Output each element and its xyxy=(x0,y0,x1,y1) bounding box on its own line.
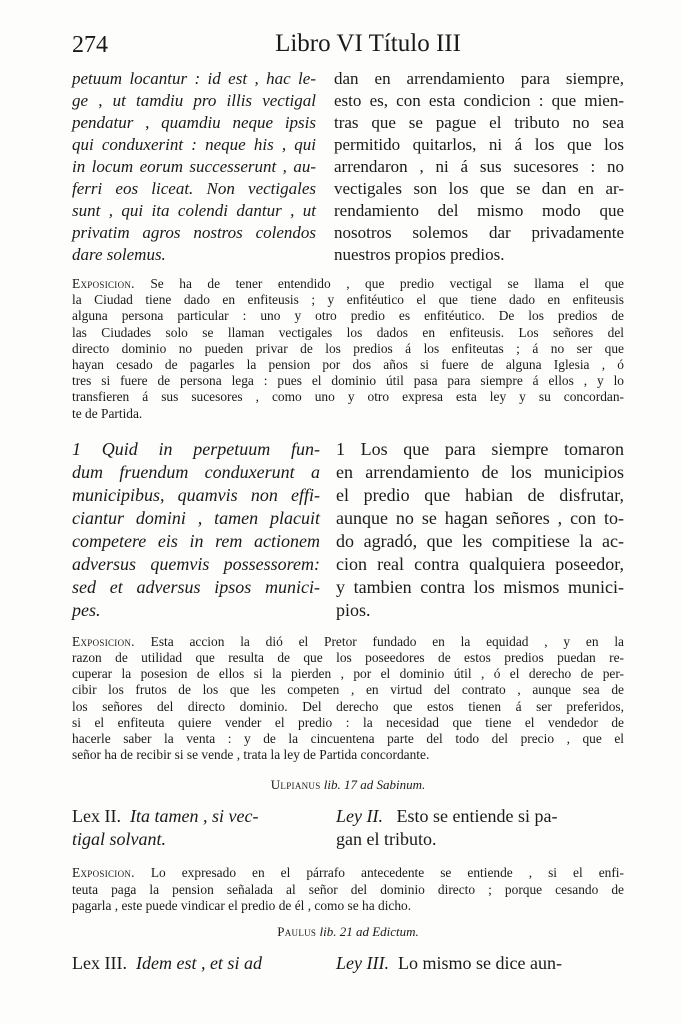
exposicion-line: hacerle saber la venta : y de la cincuentena parte del todo del precio , que el xyxy=(72,731,624,747)
spanish-line: 1 Los que para siempre tomaron xyxy=(336,438,624,459)
exposicion-1 xyxy=(72,276,624,422)
spanish-column xyxy=(336,438,624,622)
ley-text: Esto se entiende si pa- xyxy=(396,806,558,827)
ley-text: gan el tributo. xyxy=(336,829,437,850)
spanish-line: nosotros solemos dar privadamente xyxy=(334,223,624,242)
spanish-line: vectigales son los que se dan en ar- xyxy=(334,179,624,198)
spanish-line: arrendaron , ni á sus sucesores : no xyxy=(334,157,624,176)
latin-line: dare solemus. xyxy=(72,245,166,264)
spanish-line: cion real contra qualquiera poseedor, xyxy=(336,553,624,574)
latin-line: sunt , qui ita colendi dantur , ut xyxy=(72,201,316,220)
lex-2-latin xyxy=(72,805,320,851)
latin-line: qui conduxerint : neque his , qui xyxy=(72,135,316,154)
spanish-line: do agradó, que les compitiese la ac- xyxy=(336,530,624,551)
exposicion-text: Lo expresado en el párrafo antecedente se entiende , si el enfi- xyxy=(134,865,624,881)
spanish-line: dan en arrendamiento para siempre, xyxy=(334,69,624,88)
exposicion-line: la Ciudad tiene dado en enfiteusis ; y enfitéutico el que tiene dado en enfiteusis xyxy=(72,292,624,308)
lex-text: Ita tamen , si vec- xyxy=(129,806,259,827)
exposicion-line: directo dominio no pueden privar de los predios á los enfiteutas ; á no ser que xyxy=(72,340,624,356)
latin-line: competere eis in rem actionem xyxy=(72,530,320,551)
attribution-author: Ulpianus xyxy=(270,777,321,793)
spanish-line: aunque no se hagan señores , con to- xyxy=(336,507,624,528)
latin-column xyxy=(72,438,320,622)
spanish-line: nuestros propios predios. xyxy=(334,245,505,264)
exposicion-line: si el enfiteuta quiere vender el predio : la necesidad que tiene el vendedor de xyxy=(72,714,624,730)
section-2-columns xyxy=(72,438,624,622)
exposicion-line: tres si fuere de persona lega : pues el dominio útil pasa para siempre á ellos , y lo xyxy=(72,373,624,389)
exposicion-line: razon de utilidad que resulta de que los poseedores de estos predios puedan re- xyxy=(72,650,624,666)
latin-column xyxy=(72,68,316,266)
attribution-ref: lib. 21 ad Edictum. xyxy=(319,924,419,940)
spanish-column xyxy=(334,68,624,266)
latin-line: in locum eorum successerunt , au- xyxy=(72,157,316,176)
spanish-line: permitido quitarlos, ni á los que los xyxy=(334,135,624,154)
lex-label: Lex II. xyxy=(72,806,121,827)
spanish-line: y tambien contra los mismos munici- xyxy=(336,576,624,597)
spanish-line: esto es, con esta condicion : que mien- xyxy=(334,91,624,110)
latin-line: dum fruendum conduxerunt a xyxy=(72,461,320,482)
latin-line: municipibus, quamvis non effi- xyxy=(72,484,320,505)
attribution-paulus xyxy=(72,924,624,940)
page-header xyxy=(72,28,624,68)
exposicion-line: transfieren á sus sucesores , como uno y otro expresa esta ley y su concordan- xyxy=(72,389,624,405)
attribution-author: Paulus xyxy=(277,924,317,940)
lex-2-spanish xyxy=(336,805,624,851)
latin-line: adversus quemvis possessorem: xyxy=(72,553,320,574)
running-title: Libro VI Título III xyxy=(275,30,461,57)
latin-line: ferri eos liceat. Non vectigales xyxy=(72,179,316,198)
page-number: 274 xyxy=(72,32,108,58)
page xyxy=(72,28,624,975)
exposicion-label: Exposicion. xyxy=(72,276,135,291)
exposicion-line: hayan cesado de pagarles la pension por dos años si fuere de alguna Iglesia , ó xyxy=(72,357,624,373)
lex-2-columns xyxy=(72,805,624,851)
exposicion-line: alguna persona particular : uno y otro predio es enfitéutico. De los predios de xyxy=(72,308,624,324)
spanish-line: en arrendamiento de los municipios xyxy=(336,461,624,482)
exposicion-3 xyxy=(72,865,624,914)
lex-text: Idem est , et si ad xyxy=(135,953,262,974)
ley-text: Lo mismo se dice aun- xyxy=(397,953,562,974)
attribution-ref: lib. 17 ad Sabinum. xyxy=(323,777,426,793)
lex-label: Lex III. xyxy=(72,953,127,974)
exposicion-label: Exposicion. xyxy=(72,633,135,649)
spanish-line: tras que se pague el tributo no sea xyxy=(334,113,624,132)
exposicion-line: teuta paga la pension señalada al señor del dominio directo ; porque cesando de xyxy=(72,881,624,897)
exposicion-line: cuperar la posesion de ellos si la pierden , por el dominio útil , ó el derecho de per- xyxy=(72,666,624,682)
exposicion-2 xyxy=(72,634,624,764)
attribution-ulpianus xyxy=(72,777,624,793)
exposicion-line: pagarla , este puede vindicar el predio de él , como se ha dicho. xyxy=(72,897,412,913)
ley-label: Ley III. xyxy=(336,953,389,974)
exposicion-line: las Ciudades solo se llaman vectigales los dados en enfiteusis. Los señores del xyxy=(72,324,624,340)
latin-line: petuum locantur : id est , hac le- xyxy=(72,69,316,88)
latin-line: 1 Quid in perpetuum fun- xyxy=(72,438,320,459)
ley-label: Ley II. xyxy=(336,806,383,827)
exposicion-label: Exposicion. xyxy=(72,865,135,881)
lex-3-spanish xyxy=(336,952,624,975)
exposicion-line: te de Partida. xyxy=(72,405,143,421)
latin-line: privatim agros nostros colendos xyxy=(72,223,316,242)
spanish-line: rendamiento del mismo modo que xyxy=(334,201,624,220)
lex-3-columns xyxy=(72,952,624,975)
exposicion-line: los señores del directo dominio. Del derecho que estos tienen á ser preferidos, xyxy=(72,698,624,714)
spanish-line: el predio que habian de disfrutar, xyxy=(336,484,624,505)
lex-text: tigal solvant. xyxy=(72,829,166,850)
latin-line: pes. xyxy=(72,599,101,620)
spanish-line: pios. xyxy=(336,599,371,620)
exposicion-text: Esta accion la dió el Pretor fundado en la equidad , y en la xyxy=(134,633,624,649)
section-1-columns xyxy=(72,68,624,266)
latin-line: ciantur domini , tamen placuit xyxy=(72,507,320,528)
latin-line: pendatur , quamdiu neque ipsis xyxy=(72,113,316,132)
exposicion-line: cibir los frutos de los que les competen , en virtud del contrato , aunque sea de xyxy=(72,682,624,698)
latin-line: sed et adversus ipsos munici- xyxy=(72,576,320,597)
lex-3-latin xyxy=(72,952,320,975)
exposicion-text: Se ha de tener entendido , que predio vectigal se llama el que xyxy=(134,276,624,291)
latin-line: ge , ut tamdiu pro illis vectigal xyxy=(72,91,316,110)
exposicion-line: señor ha de recibir si se vende , trata la ley de Partida concordante. xyxy=(72,747,430,763)
